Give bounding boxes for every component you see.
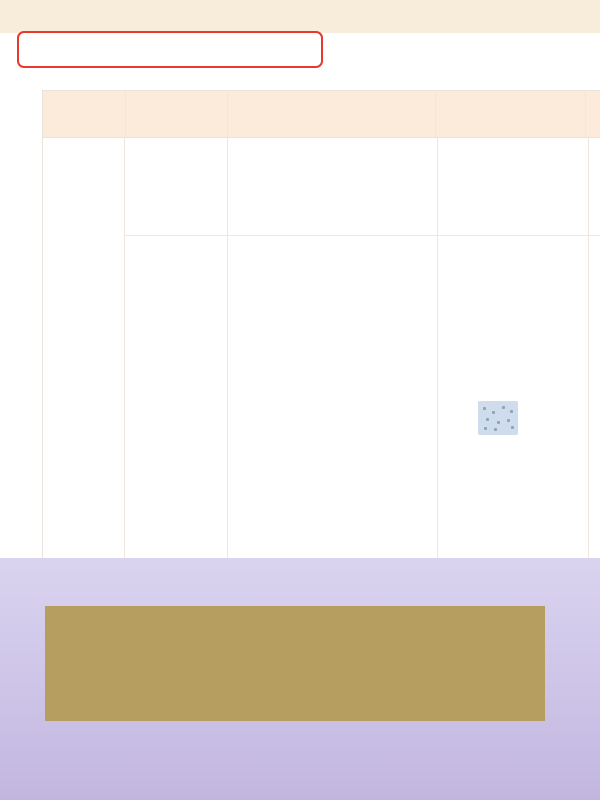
table-row [125, 138, 600, 236]
section-heading-box [17, 31, 323, 68]
sop-table [42, 90, 600, 558]
embedded-image-thumbnail[interactable] [478, 401, 518, 435]
top-cream-band [0, 0, 600, 33]
issues-cell [437, 236, 588, 558]
issues-cell [437, 138, 588, 235]
table-header-row [43, 91, 600, 138]
cutoff-cell [588, 138, 600, 235]
questions-cell [227, 138, 437, 235]
cutoff-cell [588, 236, 600, 558]
questions-cell [227, 236, 437, 558]
stage-merged-cell [43, 138, 125, 558]
table-row [125, 236, 600, 558]
header-cell-issues [435, 91, 585, 137]
step-cell [125, 138, 227, 235]
header-cell-step [125, 91, 226, 137]
header-cell-cutoff [585, 91, 600, 137]
caption-banner [45, 606, 545, 721]
step-cell [125, 236, 227, 558]
caption-section [0, 558, 600, 800]
header-cell-questions [227, 91, 435, 137]
header-cell-stage [43, 91, 125, 137]
table-body [43, 138, 600, 558]
